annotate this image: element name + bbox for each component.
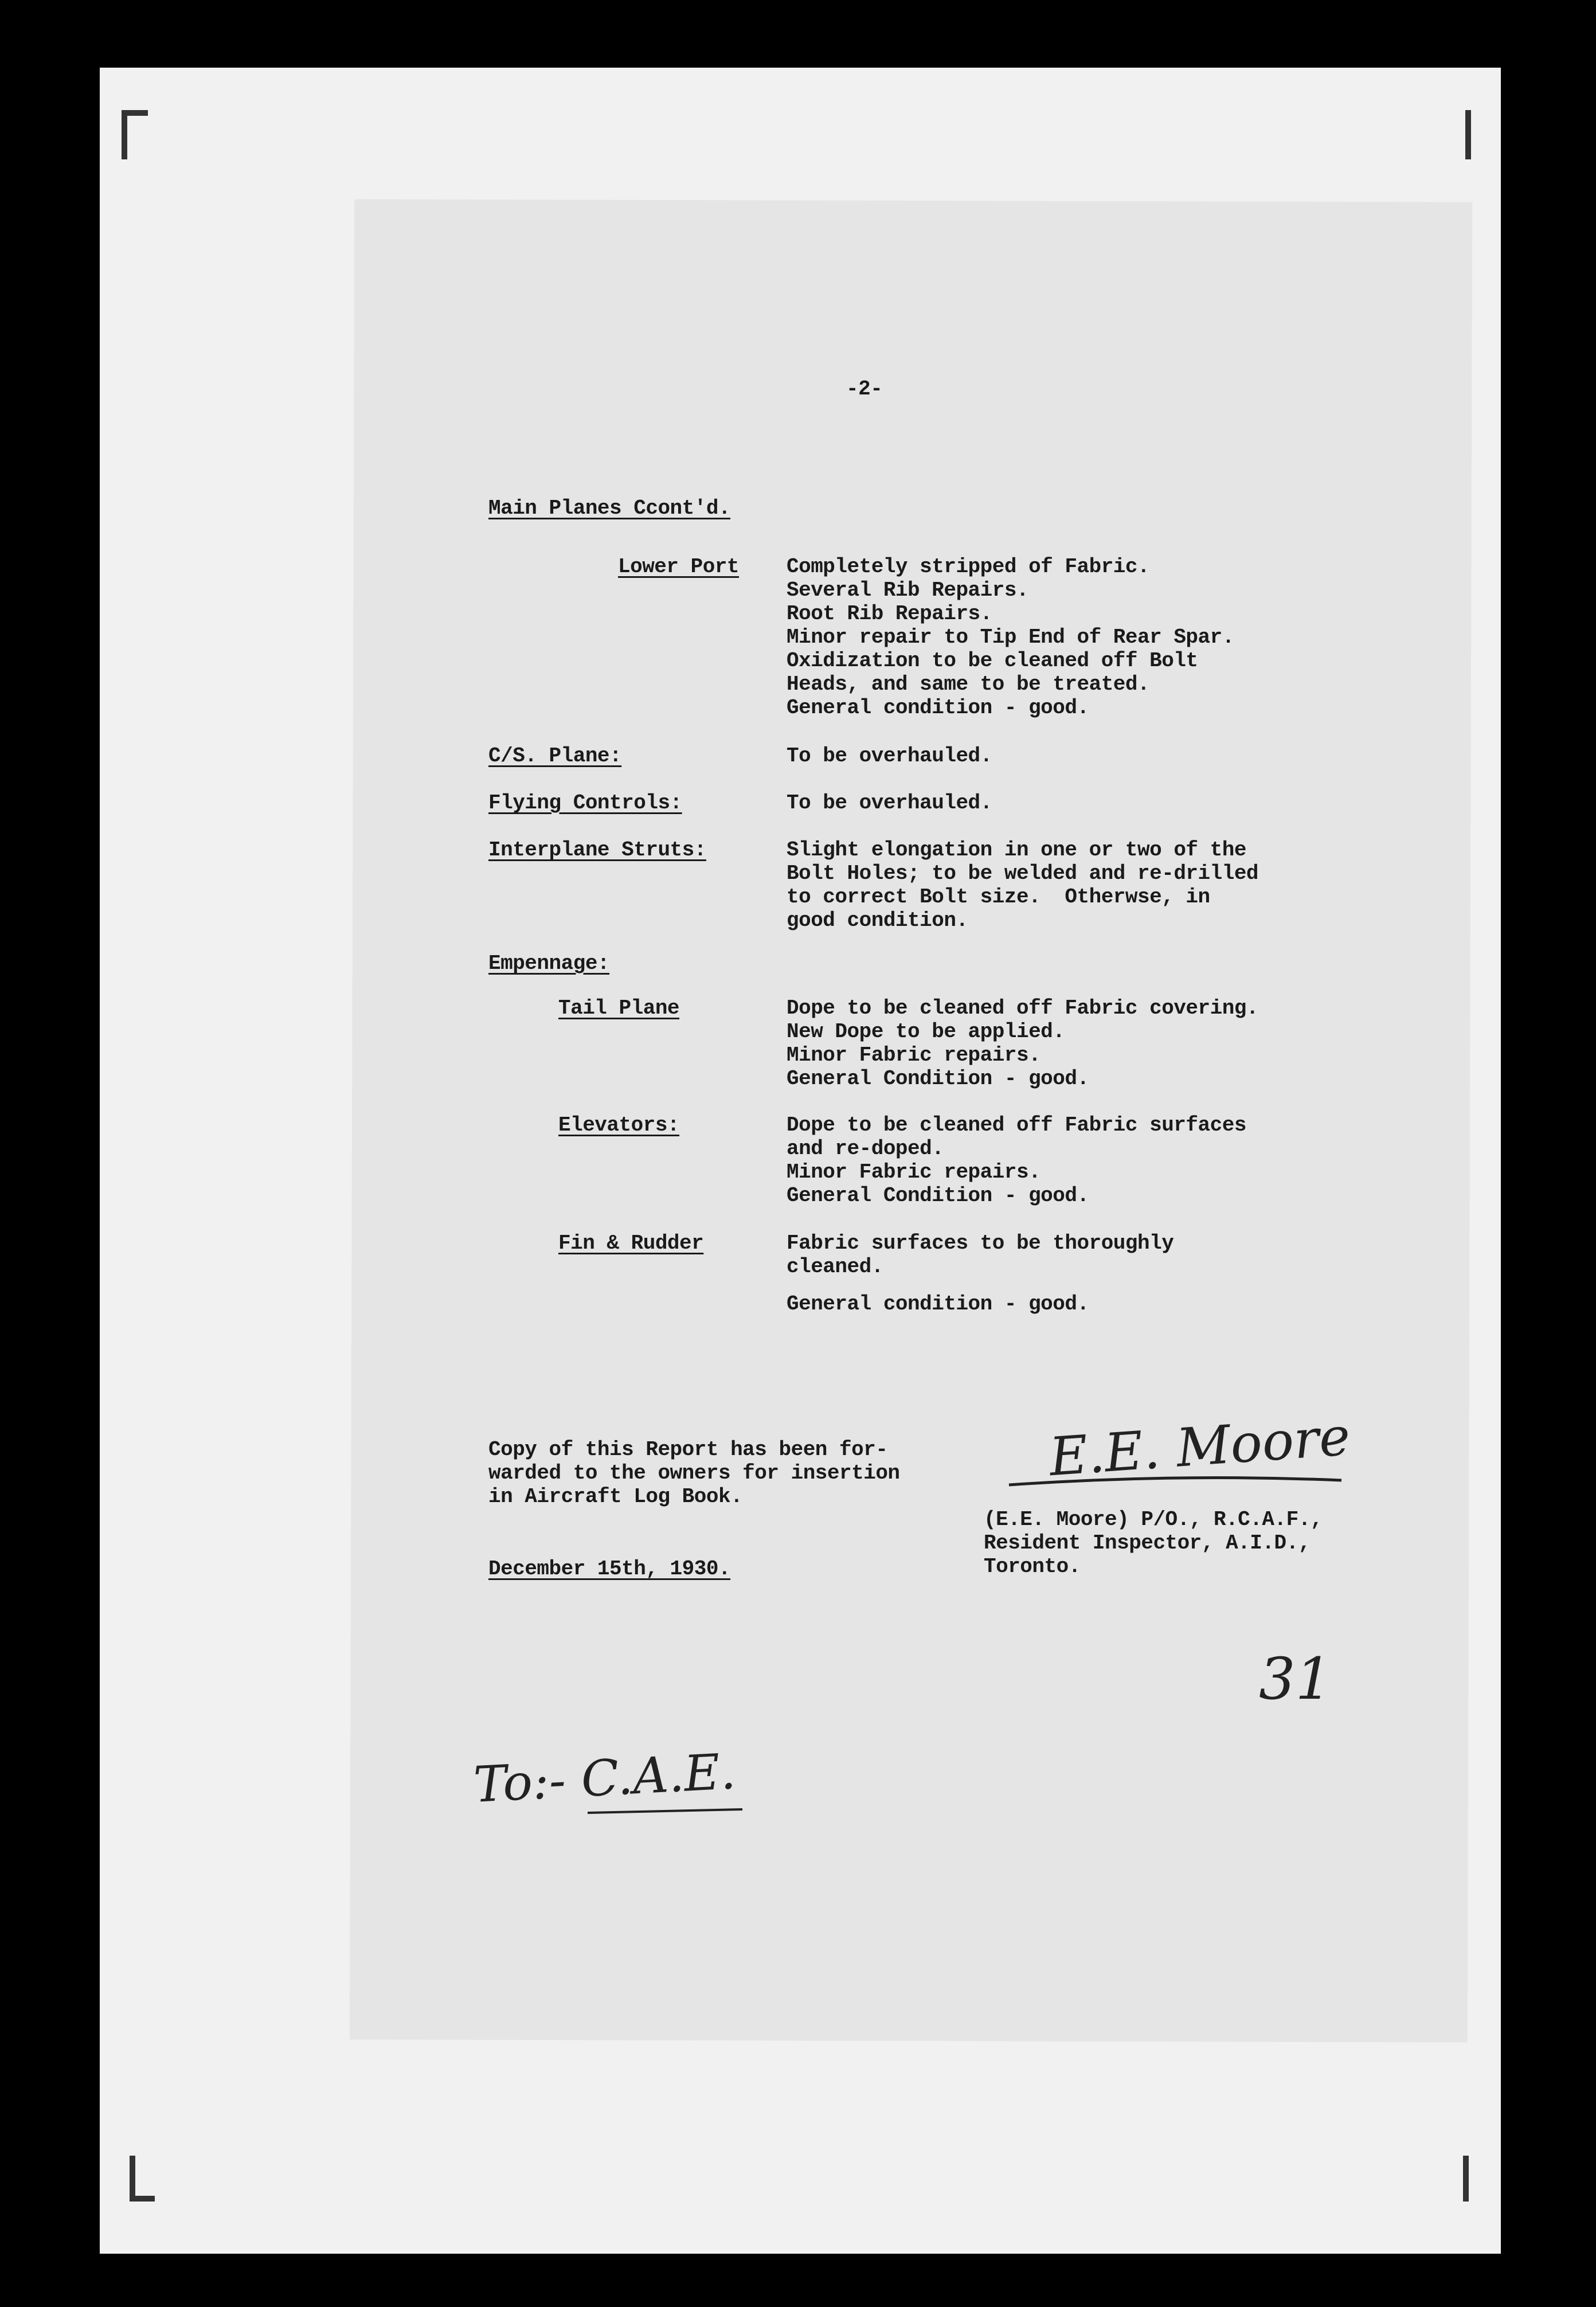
crop-mark-bottom-left-h: [130, 2196, 155, 2202]
copy-note-line: Copy of this Report has been for-: [488, 1438, 888, 1461]
copy-note-line: in Aircraft Log Book.: [488, 1485, 743, 1508]
signatory-line: (E.E. Moore) P/O., R.C.A.F.,: [984, 1508, 1323, 1531]
description-line: Fabric surfaces to be thoroughly: [787, 1231, 1174, 1255]
signatory-line: Resident Inspector, A.I.D.,: [984, 1531, 1311, 1555]
handwritten-page-number: 31: [1259, 1645, 1332, 1712]
description-line: to correct Bolt size. Otherwse, in: [787, 885, 1210, 909]
section-title: Main Planes Ccont'd.: [488, 496, 731, 520]
copy-note-line: warded to the owners for insertion: [488, 1461, 900, 1485]
description-line: General Condition - good.: [787, 1184, 1089, 1207]
item-label: Lower Port: [618, 555, 740, 578]
signatory-line: Toronto.: [984, 1555, 1081, 1578]
description-line: Completely stripped of Fabric.: [787, 555, 1150, 578]
crop-mark-top-right: [1465, 110, 1471, 159]
description-line: To be overhauled.: [787, 791, 992, 815]
description-line: Minor Fabric repairs.: [787, 1160, 1041, 1184]
item-label: Empennage:: [488, 952, 610, 975]
description-line: and re-doped.: [787, 1137, 944, 1160]
item-label: Interplane Struts:: [488, 838, 706, 862]
item-label: Fin & Rudder: [558, 1231, 704, 1255]
description-line: Slight elongation in one or two of the: [787, 838, 1246, 862]
description-line: To be overhauled.: [787, 744, 992, 768]
description-line: Minor repair to Tip End of Rear Spar.: [787, 625, 1234, 649]
item-label: Flying Controls:: [488, 791, 682, 815]
description-line: General condition - good.: [787, 696, 1089, 720]
description-line: New Dope to be applied.: [787, 1020, 1065, 1043]
crop-mark-bottom-right: [1463, 2156, 1469, 2202]
item-label: Tail Plane: [558, 996, 680, 1020]
description-line: good condition.: [787, 909, 968, 932]
signature: E.E. Moore: [1047, 1405, 1352, 1488]
description-line: Heads, and same to be treated.: [787, 672, 1150, 696]
description-line: General condition - good.: [787, 1292, 1089, 1316]
crop-mark-bottom-left: [130, 2156, 135, 2202]
item-label: C/S. Plane:: [488, 744, 622, 768]
description-line: Oxidization to be cleaned off Bolt: [787, 649, 1198, 672]
crop-mark-top-left-h: [122, 110, 148, 116]
handwritten-routing-note: To:- C.A.E.: [472, 1743, 737, 1814]
description-line: cleaned.: [787, 1255, 883, 1278]
crop-mark-top-left: [122, 110, 127, 159]
description-line: General Condition - good.: [787, 1067, 1089, 1090]
description-line: Several Rib Repairs.: [787, 578, 1029, 602]
signature-underline: [1003, 1468, 1347, 1491]
item-label: Elevators:: [558, 1113, 680, 1137]
description-line: Root Rib Repairs.: [787, 602, 992, 625]
page-number: -2-: [846, 377, 883, 401]
description-line: Minor Fabric repairs.: [787, 1043, 1041, 1067]
description-line: Dope to be cleaned off Fabric covering.: [787, 996, 1259, 1020]
report-date: December 15th, 1930.: [488, 1557, 731, 1581]
description-line: Bolt Holes; to be welded and re-drilled: [787, 862, 1259, 885]
description-line: Dope to be cleaned off Fabric surfaces: [787, 1113, 1246, 1137]
routing-note-underline: [585, 1806, 745, 1817]
